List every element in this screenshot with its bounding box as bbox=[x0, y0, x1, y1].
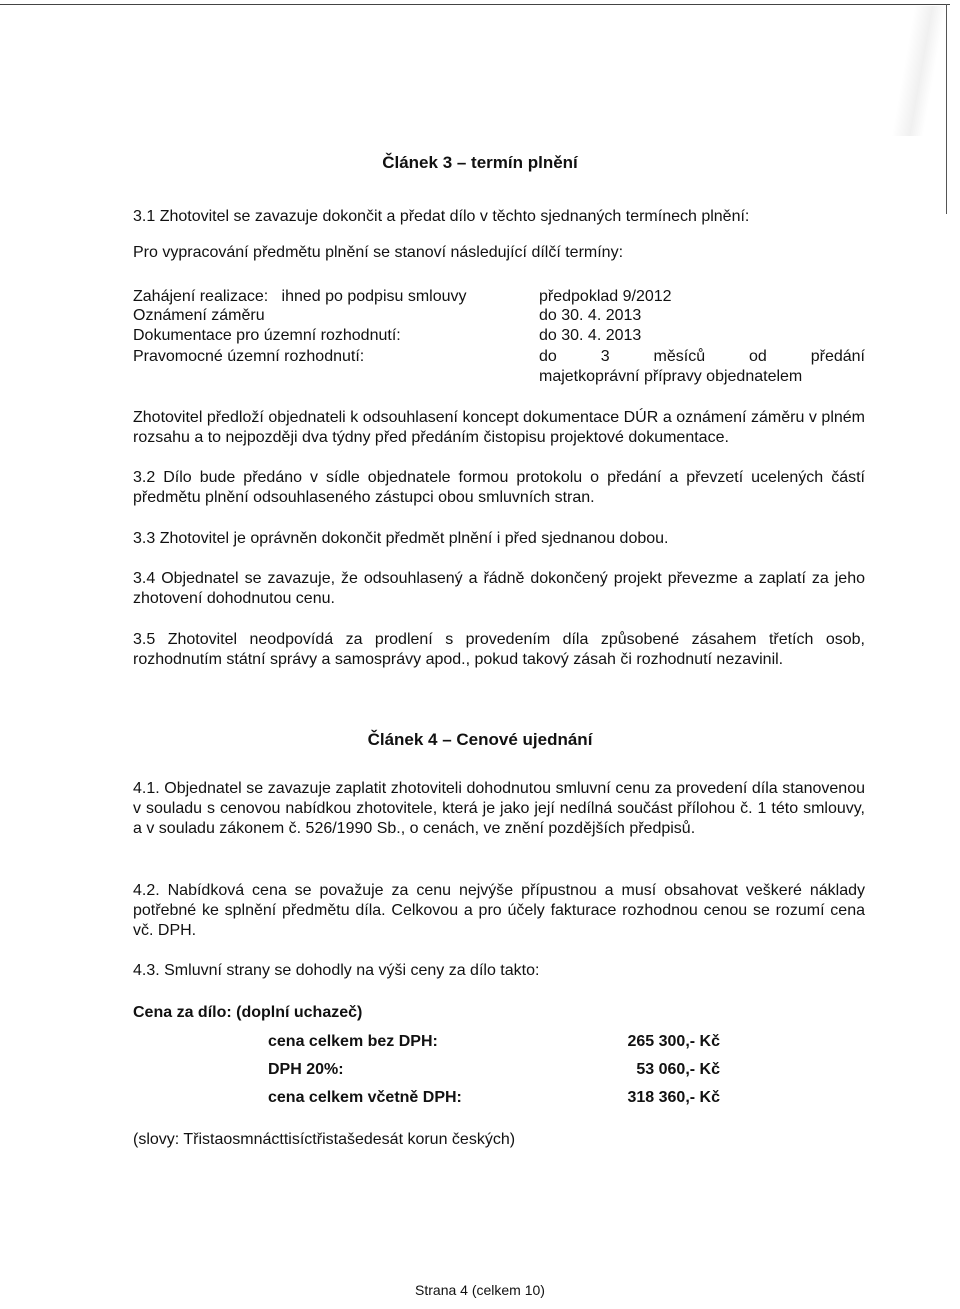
clause-3-1: 3.1 Zhotovitel se zavazuje dokončit a předat dílo v těchto sjednaných termínech plnění: bbox=[133, 208, 750, 225]
schedule-value-notice: do 30. 4. 2013 bbox=[539, 307, 642, 324]
schedule-value-final: do 3 měsíců od předání bbox=[539, 348, 865, 365]
price-heading: Cena za dílo: (doplní uchazeč) bbox=[133, 1004, 363, 1021]
price-value-gross: 318 360,- Kč bbox=[627, 1089, 720, 1106]
schedule-intro: Pro vypracování předmětu plnění se stanoví následující dílčí termíny: bbox=[133, 244, 624, 261]
clause-4-1: 4.1. Objednatel se zavazuje zaplatit zhotoviteli dohodnutou smluvní cenu za provedení díla stanovenou v souladu s cenovou nabídkou zhotovitele, která je jako její nedílná součást přílohou č. 1 této smlouvy, a v souladu zákonem č. 526/1990 Sb., o cenách, ve znění pozdějších předpisů. bbox=[133, 780, 865, 837]
schedule-value-start: předpoklad 9/2012 bbox=[539, 288, 672, 305]
schedule-label-start: Zahájení realizace: ihned po podpisu smlouvy bbox=[133, 288, 467, 305]
price-label-vat: DPH 20%: bbox=[268, 1061, 344, 1078]
schedule-label-final: Pravomocné územní rozhodnutí: bbox=[133, 348, 365, 365]
article4-heading: Článek 4 – Cenové ujednání bbox=[367, 730, 593, 749]
price-label-gross: cena celkem včetně DPH: bbox=[268, 1089, 462, 1106]
schedule-label-dur: Dokumentace pro územní rozhodnutí: bbox=[133, 327, 401, 344]
schedule-value-dur: do 30. 4. 2013 bbox=[539, 327, 642, 344]
submit-note: Zhotovitel předloží objednateli k odsouhlasení koncept dokumentace DÚR a oznámení záměru v plném rozsahu a to nejpozději dva týdny před předáním čistopisu projektové dokumentace. bbox=[133, 409, 865, 446]
article3-heading: Článek 3 – termín plnění bbox=[382, 153, 578, 172]
schedule-label-notice: Oznámení záměru bbox=[133, 307, 265, 324]
price-in-words: (slovy: Třistaosmnácttisíctřistašedesát korun českých) bbox=[133, 1131, 516, 1148]
page-footer: Strana 4 (celkem 10) bbox=[415, 1282, 545, 1298]
clause-4-2: 4.2. Nabídková cena se považuje za cenu nejvýše přípustnou a musí obsahovat veškeré náklady potřebné ke splnění předmětu díla. Celkovou a pro účely fakturace rozhodnou cenou se rozumí cena vč. DPH. bbox=[133, 882, 865, 939]
price-value-net: 265 300,- Kč bbox=[627, 1033, 720, 1050]
price-label-net: cena celkem bez DPH: bbox=[268, 1033, 438, 1050]
clause-3-3: 3.3 Zhotovitel je oprávněn dokončit předmět plnění i před sjednanou dobou. bbox=[133, 530, 669, 547]
clause-3-4: 3.4 Objednatel se zavazuje, že odsouhlasený a řádně dokončený projekt převezme a zaplatí za jeho zhotovení dohodnutou cenu. bbox=[133, 570, 865, 607]
schedule-value-final-cont: majetkoprávní přípravy objednatelem bbox=[539, 368, 803, 385]
clause-3-2: 3.2 Dílo bude předáno v sídle objednatele formou protokolu o předání a převzetí ucelených částí předmětu plnění odsouhlaseného zástupci obou smluvních stran. bbox=[133, 469, 865, 506]
scan-edge-right bbox=[946, 4, 947, 214]
scan-shadow bbox=[878, 6, 946, 136]
clause-4-3: 4.3. Smluvní strany se dohodly na výši ceny za dílo takto: bbox=[133, 962, 540, 979]
scan-edge-top bbox=[0, 4, 950, 5]
price-value-vat: 53 060,- Kč bbox=[636, 1061, 720, 1078]
clause-3-5: 3.5 Zhotovitel neodpovídá za prodlení s provedením díla způsobené zásahem třetích osob, rozhodnutím státní správy a samosprávy apod., pokud takový zásah či rozhodnutí nezavinil. bbox=[133, 631, 865, 668]
